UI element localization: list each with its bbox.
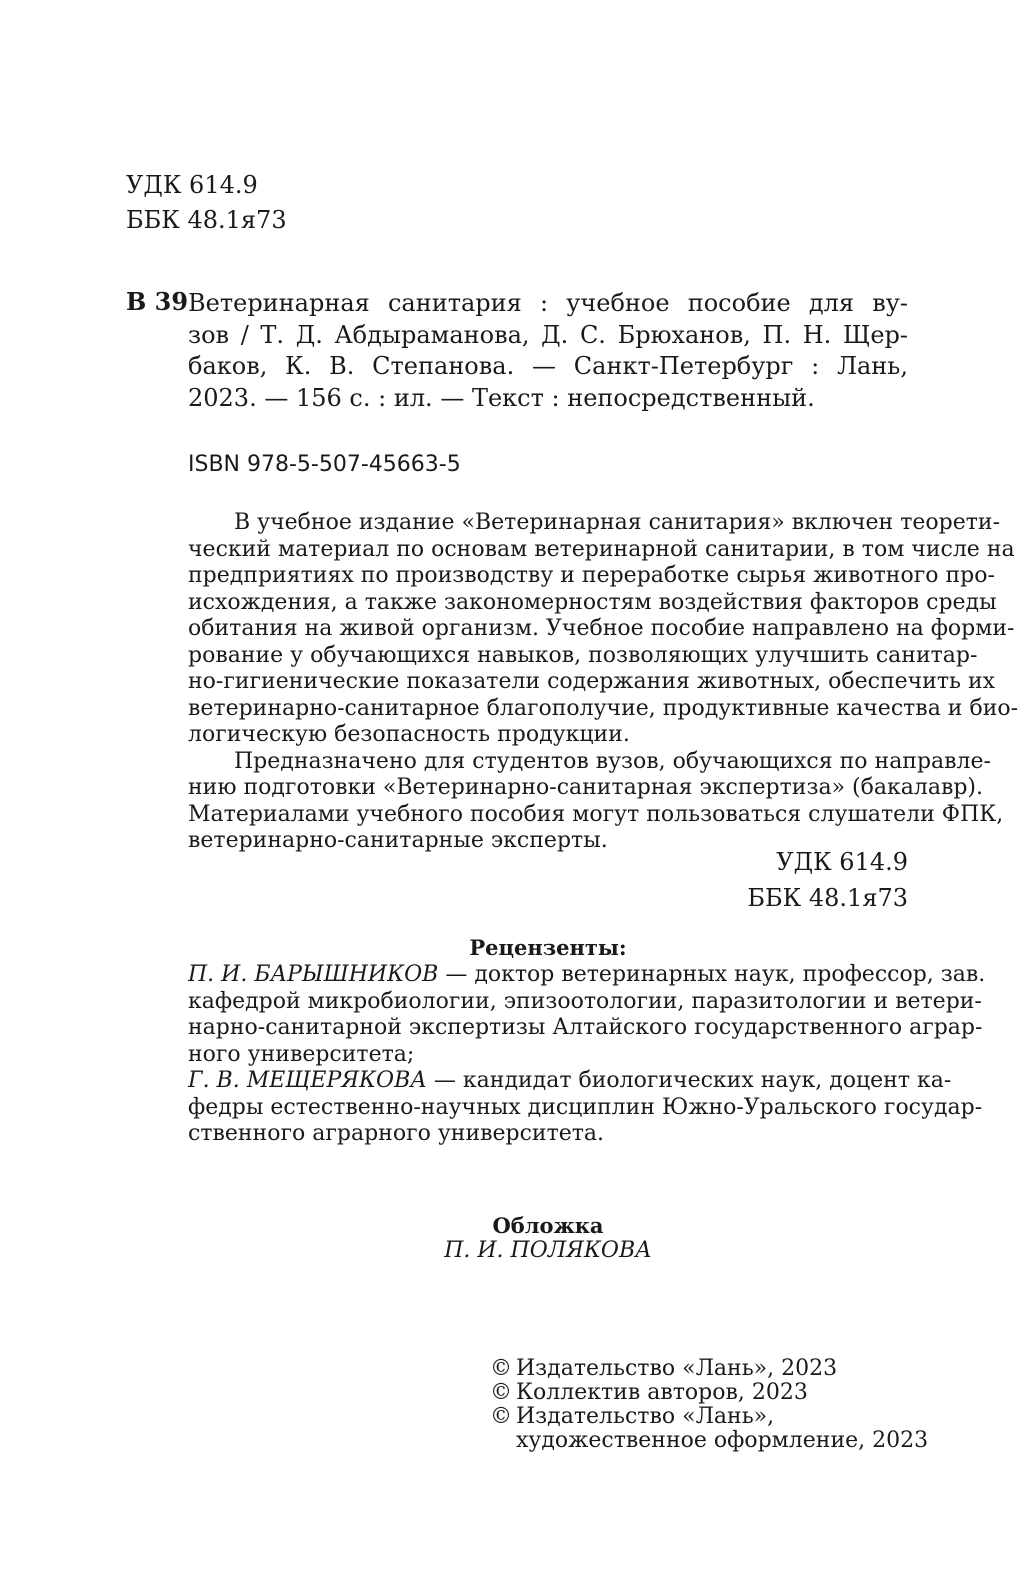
annotation-line: ветеринарно-санитарное благополучие, продуктивные качества и био- (188, 695, 1019, 721)
annotation-line: Материалами учебного пособия могут пользоваться слушатели ФПК, (188, 801, 1004, 827)
annotation-line: В учебное издание «Ветеринарная санитария» включен теорети- (234, 510, 1001, 535)
annotation (188, 510, 1019, 855)
bbk-code-top: ББК 48.1я73 (126, 206, 287, 234)
annotation-line: предприятиях по производству и переработке сырья животного про- (188, 563, 995, 588)
copyright-symbol: © (490, 1404, 512, 1429)
annotation-line: нию подготовки «Ветеринарно-санитарная экспертиза» (бакалавр). (188, 775, 983, 800)
udk-code-top: УДК 614.9 (126, 171, 258, 199)
annotation-line: обитания на живой организм. Учебное пособие направлено на форми- (188, 616, 1015, 641)
reviewer-line: П. И. БАРЫШНИКОВ — доктор ветеринарных наук, профессор, зав. (188, 962, 986, 987)
annotation-line: логическую безопасность продукции. (188, 722, 630, 747)
bibliographic-line: 2023. — 156 с. : ил. — Текст : непосредственный. (188, 383, 815, 412)
bibliographic-record (188, 288, 908, 414)
reviewer-name: Г. В. МЕЩЕРЯКОВА (188, 1068, 427, 1093)
bibliographic-line: зов / Т. Д. Абдыраманова, Д. С. Брюханов, П. Н. Щер- (188, 320, 908, 349)
bibliographic-line: Ветеринарная санитария : учебное пособие для ву- (188, 289, 908, 317)
reviewer-line: ственного аграрного университета. (188, 1121, 605, 1146)
reviewer-line: кафедрой микробиологии, эпизоотологии, паразитологии и ветери- (188, 988, 982, 1014)
copyright-symbol: © (490, 1356, 512, 1381)
reviewer-line: нарно-санитарной экспертизы Алтайского государственного аграр- (188, 1015, 983, 1040)
bbk-code-bottom: ББК 48.1я73 (747, 884, 908, 912)
copyright-line: © Издательство «Лань», (490, 1404, 775, 1429)
reviewers-heading: Рецензенты: (469, 935, 627, 960)
isbn: ISBN 978-5-507-45663-5 (188, 452, 461, 477)
author-mark: В 39 (126, 287, 189, 316)
udk-code-bottom: УДК 614.9 (776, 848, 908, 876)
reviewer-line: федры естественно-научных дисциплин Южно-Уральского государ- (188, 1094, 983, 1120)
reviewer-line: ного университета; (188, 1041, 415, 1067)
copyright-continuation: художественное оформление, 2023 (516, 1428, 929, 1453)
bibliographic-line: баков, К. В. Степанова. — Санкт-Петербург : Лань, (188, 352, 908, 380)
reviewers-list (188, 962, 986, 1148)
copyright-symbol: © (490, 1380, 512, 1405)
reviewer-line: Г. В. МЕЩЕРЯКОВА — кандидат биологических наук, доцент ка- (188, 1068, 952, 1093)
annotation-line: ветеринарно-санитарные эксперты. (188, 828, 608, 853)
copyright-line: © Коллектив авторов, 2023 (490, 1380, 808, 1405)
annotation-line: исхождения, а также закономерностям воздействия факторов среды (188, 589, 997, 615)
annotation-line: Предназначено для студентов вузов, обучающихся по направле- (234, 748, 991, 774)
annotation-line: рование у обучающихся навыков, позволяющих улучшить санитар- (188, 642, 978, 668)
cover-designer: П. И. ПОЛЯКОВА (444, 1238, 652, 1263)
cover-heading: Обложка (492, 1213, 604, 1238)
copyright-line: © Издательство «Лань», 2023 (490, 1356, 838, 1381)
annotation-line: но-гигиенические показатели содержания животных, обеспечить их (188, 669, 996, 694)
reviewer-name: П. И. БАРЫШНИКОВ (188, 962, 439, 987)
annotation-line: ческий материал по основам ветеринарной санитарии, в том числе на (188, 536, 1015, 562)
